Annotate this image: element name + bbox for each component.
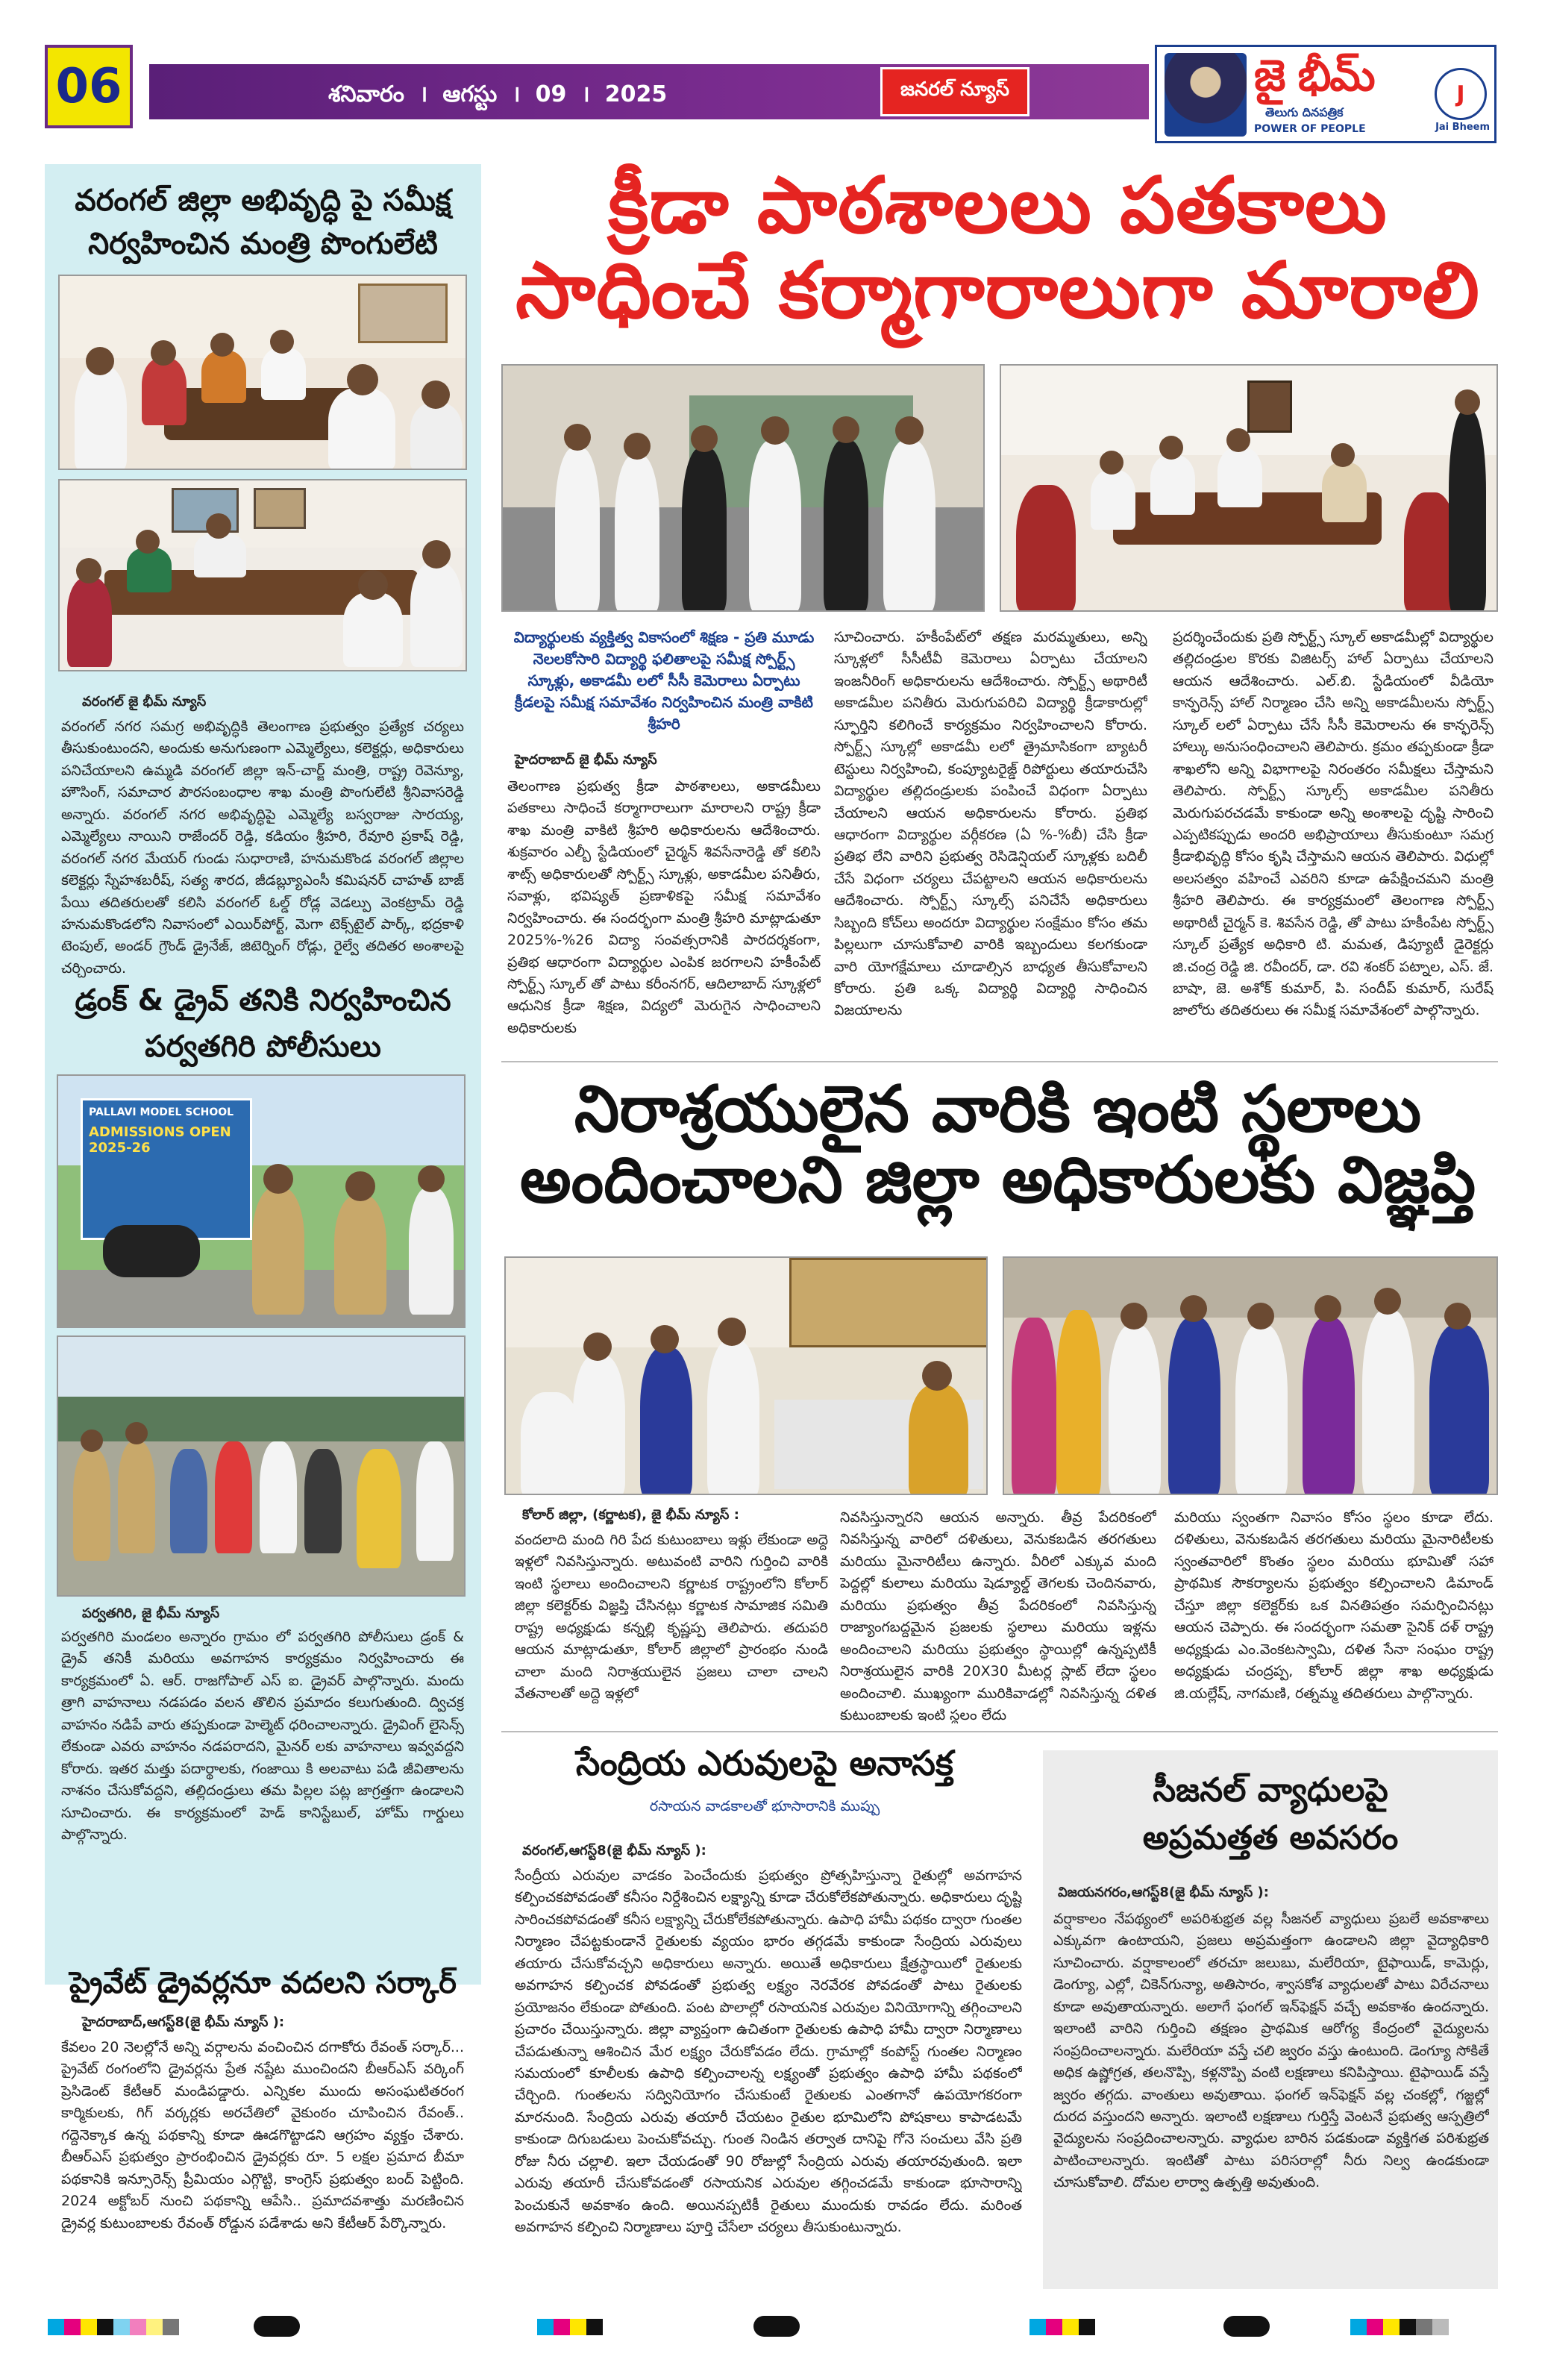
lead-headline (496, 160, 1499, 336)
logo-text: Jai Bheem (1435, 122, 1490, 133)
left-story-3-body: కేవలం 20 నెలల్లోనే అన్ని వర్గాలను వంచించిన దగాకోరు రేవంత్ సర్కార్... ప్రైవేట్ రంగంలోని డ్రైవర్లను ప్రేత నష్టేట ముంచిందని బీఆర్‌ఎస్ వర్కింగ్ ప్రెసిడెంట్ కేటీఆర్ మండిపడ్డారు. ఎన్నికల ముందు అసంఘటితరంగ కార్మికులకు, గిగ్ వర్కర్లకు అరచేతిలో వైకుంఠం చూపించిన రేవంత్.. గద్దెనెక్కాక ఉన్న పథకాన్ని కూడా ఊడగొట్టాడని ఆగ్రహం వ్యక్తం చేశారు. బీఆర్ఎస్ ప్రభుత్వం ప్రారంభించిన డ్రైవర్లకు రూ. 5 లక్షల ప్రమాద బీమా పథకానికి ఇన్సూరెన్స్ ప్రీమియం ఎగ్గొట్టి, కాంగ్రెస్ ప్రభుత్వం బంద్ పెట్టింది. 2024 అక్టోబర్ నుంచి పథకాన్ని ఆపేసి.. ప్రమాదవశాత్తు మరణించిన డ్రైవర్ల కుటుంబాలకు రేవంత్ రోడ్డున పడేశాడు అని కేటీఆర్ పేర్కొన్నారు. (61, 2039, 464, 2232)
registration-marks-3 (1029, 2319, 1095, 2335)
headline-line: వరంగల్ జిల్లా అభివృద్ధి పై సమీక్ష (75, 184, 451, 218)
seasonal-body: వర్షాకాలం నేపథ్యంలో అపరిశుభ్రత వల్ల సీజనల్ వ్యాధులు ప్రబలే అవకాశాలు ఎక్కువగా ఉంటాయని, ప్రజలు అప్రమత్తంగా ఉండాలని జిల్లా వైద్యాధికారి సూచించారు. వర్షాకాలంలో తరచూ జలుబు, మలేరియా, టైఫాయిడ్, కామెర్లు, డెంగ్యూ, ఎల్లో, చికెన్‌గున్యా, అతిసారం, శ్వాసకోశ వ్యాధులతో పాటు విరేచనాలు కూడా అవుతాయన్నారు. అలాగే ఫంగల్ ఇన్‌ఫెక్షన్ వచ్చే అవకాశం ఉందన్నారు. ఇలాంటి వారిని గుర్తించి తక్షణం ప్రాథమిక ఆరోగ్య కేంద్రంలో వైద్యులను సంప్రదించాలన్నారు. మలేరియా వస్తే చలి జ్వరం వస్తు ఉంటుంది. డెంగ్యూ సోకితే అధిక ఉష్ణోగ్రత, తలనొప్పి, కళ్లనొప్పి వంటి లక్షణాలు కనిపిస్తాయి. టైఫాయిడ్ వస్తే జ్వరం తగ్గదు. వాంతులు అవుతాయి. ఫంగల్ ఇన్‌ఫెక్షన్ వల్ల చంకల్లో, గజ్జల్లో దురద వస్తుందని అన్నారు. ఇలాంటి లక్షణాలు గుర్తిస్తే వెంటనే ప్రభుత్వ ఆస్పత్రిలో వైద్యులను సంప్రదించాలన్నారు. వ్యాధుల బారిన పడకుండా వ్యక్తిగత పరిశుభ్రత పాటించాలన్నారు. ఇంటితో పాటు పరిసరాల్లో నీరు నిల్వ ఉండకుండా చూసుకోవాలి. దోమల లార్వా ఉత్పత్తి అవుతుంది. (1053, 1911, 1489, 2191)
left-story-3-headline: ప్రైవేట్ డ్రైవర్లనూ వదలని సర్కార్ (69, 1966, 457, 2000)
jai-bheem-logo-icon: J (1435, 68, 1487, 120)
headline-line: అందించాలని జిల్లా అధికారులకు విజ్ఞప్తి (519, 1142, 1476, 1218)
date-separator: । (581, 81, 590, 107)
left-story-3-byline: హైదరాబాద్,ఆగస్ట్8(జై భీమ్ న్యూస్ ): (82, 2014, 285, 2030)
headline-line: నిరాశ్రయులైన వారికి ఇంటి స్థలాలు (574, 1072, 1422, 1147)
photo-sign-school: PALLAVI MODEL SCHOOL (89, 1106, 234, 1118)
petition-photo-1 (504, 1256, 988, 1495)
headline-line: అప్రమత్తత అవసరం (1142, 1818, 1399, 1857)
section-divider (501, 1061, 1498, 1062)
police-photo-1 (57, 1074, 466, 1328)
registration-marks-1 (48, 2319, 179, 2335)
registration-marks-4 (1350, 2319, 1449, 2335)
organic-byline: వరంగల్,ఆగస్ట్8(జై భీమ్ న్యూస్ ): (522, 1843, 706, 1858)
petition-photo-2 (1003, 1256, 1498, 1495)
organic-body: సేంద్రీయ ఎరువుల వాడకం పెంచేందుకు ప్రభుత్వం ప్రోత్సహిస్తున్నా రైతుల్లో అవగాహన కల్పించకపోవడంతో కనీసం నిర్దేశించిన లక్ష్యాన్ని కూడా చేరుకోలేకపోతున్నారు. అధికారులు దృష్టి సారించకపోవడంతో కనీస లక్ష్యాన్ని చేరుకోలేకపోతున్నారు. ఉపాధి హామీ పథకం ద్వారా గుంతల నిర్మాణం చేపట్టకుండానే రైతులకు వ్యయం భారం తగ్గడమే కాకుండా సేంద్రియ ఎరువులు తయారు చేసుకోవచ్చని అధికారులు అన్నారు. అయితే అధికారులు క్షేత్రస్థాయిలో రైతులకు అవగాహన కల్పించక పోవడంతో ప్రభుత్వ లక్ష్యం నెరవేరక పోవడంతో పాటు రైతులకు ప్రయోజనం లేకుండా పోతుంది. పంట పొలాల్లో రసాయనిక ఎరువుల వినియోగాన్ని తగ్గించాలని ప్రచారం చేయిస్తున్నారు. జిల్లా వ్యాప్తంగా ఉచితంగా రైతులకు ఉపాధి హామీ ద్వారా నిర్మాణాలు చేపడుతున్నా ఆశించిన మేర లక్ష్యం చేరుకోవడం లేదు. గ్రామాల్లో కంపోస్ట్ గుంతల నిర్మాణం సమయంలో కూలీలకు ఉపాధి కల్పించాలన్న లక్ష్యంతో ప్రభుత్వం ఉపాధి హామీ పథకంలో చేర్చింది. గుంతలను సద్వినియోగం చేసుకుంటే రైతులకు ఎంతగానో ఉపయోగకరంగా మారనుంది. సేంద్రియ ఎరువు తయారీ చేయటం రైతుల భూమిలోని పోషకాలు కాపాడటమే కాకుండా దిగుబడులు పెంచుకోవచ్చు. గుంత నిండిన తర్వాత దానిపై గోనె సంచులు వేసి ప్రతి రోజు నీరు చల్లాలి. ఇలా చేయడంతో 90 రోజుల్లో సేంద్రియ ఎరువు తయారవుతుంది. ఇలా ఎరువు తయారీ చేసుకోవడంతో రసాయనిక ఎరువుల తగ్గించడమే కాకుండా భూసారాన్ని పెంచుకునే అవకాశం ఉంది. అయినప్పటికీ రైతులు ముందుకు రావడం లేదు. మరింత అవగాహన కల్పించి నిర్మాణాలు పూర్తి చేసేలా చర్యలు తీసుకుంటున్నారు. (515, 1867, 1022, 2235)
second-story-col3: మరియు స్వంతగా నివాసం కోసం స్థలం కూడా లేదు. దళితులు, వెనుకబడిన తరగతులు మరియు మైనారిటీలకు స్వంతవారిలో కొంతం స్థలం మరియు భూమితో సహా ప్రాథమిక సౌకర్యాలను ప్రభుత్వం కల్పించాలని డిమాండ్ చేస్తూ జిల్లా కలెక్టర్‌కు ఒక వినతిపత్రం సమర్పించినట్లు ఆయన చెప్పారు. ఈ సందర్భంగా సమతా సైనిక్ దళ్ రాష్ట్ర అధ్యక్షుడు ఎం.వెంకటస్వామి, దళిత సేనా సంఘం రాష్ట్ర అధ్యక్షుడు చంద్రప్ప, కోలార్ జిల్లా శాఖ అధ్యక్షుడు జి.యల్లేష్, నాగమణి, రత్నమ్మ తదితరులు పాల్గొన్నారు. (1174, 1509, 1494, 1702)
left-story-1-byline: వరంగల్ జై భీమ్ న్యూస్ (82, 694, 207, 710)
seasonal-headline (1043, 1767, 1498, 1862)
headline-line: డ్రంక్ & డ్రైవ్ తనికి నిర్వహించిన (75, 983, 451, 1018)
date-separator: । (419, 81, 428, 107)
lead-byline: హైదరాబాద్ జై భీమ్ న్యూస్ (515, 752, 657, 768)
registration-marks-2 (537, 2319, 603, 2335)
headline-line: సీజనల్ వ్యాధులపై (1153, 1771, 1388, 1809)
registration-pill (753, 2316, 800, 2337)
headline-line: సాధించే కర్మాగారాలుగా మారాలి (515, 245, 1480, 336)
headline-line: క్రీడా పాఠశాలలు పతకాలు (608, 160, 1388, 251)
registration-pill (1223, 2316, 1270, 2337)
left-story-1-headline (45, 179, 481, 266)
page-number: 06 (45, 45, 133, 128)
section-tag: జనరల్ న్యూస్ (880, 67, 1029, 116)
lead-photo-2 (1000, 364, 1498, 612)
header-day: శనివారం (328, 81, 404, 107)
second-story-col1: వందలాది మంది గిరి పేద కుటుంబాలు ఇళ్లు లేకుండా అద్దె ఇళ్లలో నివసిస్తున్నారు. అటువంటి వారిని గుర్తించి వారికి ఇంటి స్థలాలు అందించాలని కర్ణాటక రాష్ట్రంలోని కోలార్ జిల్లా కలెక్టర్‌కు విజ్ఞప్తి చేసినట్లు కర్ణాటక సామాజిక సమితి రాష్ట్ర అధ్యక్షుడు కన్నల్లి కృష్ణప్ప తెలిపారు. తదుపరి ఆయన మాట్లాడుతూ, కోలార్ జిల్లాలో ప్రారంభం నుండి చాలా మంది నిరాశ్రయులైన ప్రజలు చాలా చాలని వేతనాలతో అద్దె ఇళ్లలో (515, 1532, 828, 1703)
header-year: 2025 (604, 81, 668, 107)
second-story-byline: కోలార్ జిల్లా, (కర్ణాటక), జై భీమ్ న్యూస్ : (522, 1507, 739, 1523)
lead-subhead: విద్యార్థులకు వ్యక్తిత్వ వికాసంలో శిక్షణ - ప్రతి మూడు నెలలకోసారి విద్యార్థి ఫలితాలపై సమీక్ష స్పోర్ట్స్ స్కూళ్లు, అకాడమీ లలో సీసీ కెమెరాలు ఏర్పాటు క్రీడలపై సమీక్ష సమావేశం నిర్వహించిన మంత్రి వాకిటి శ్రీహరి (513, 628, 815, 733)
police-photo-2 (57, 1335, 466, 1597)
masthead-subtitle: తెలుగు దినపత్రిక (1265, 105, 1344, 119)
seasonal-byline: విజయనగరం,ఆగస్ట్8(జై భీమ్ న్యూస్ ): (1058, 1885, 1269, 1900)
lead-body-col1: తెలంగాణ ప్రభుత్వ క్రీడా పాఠశాలలు, అకాడమీలు పతకాలు సాధించే కర్మాగారాలుగా మారాలని రాష్ట్ర క్రీడా శాఖ మంత్రి వాకిటి శ్రీహరి అధికారులను ఆదేశించారు. శుక్రవారం ఎల్బీ స్టేడియంలో చైర్మన్ శివసేనారెడ్డి తో కలిసి శాట్స్ అధికారులతో స్పోర్ట్స్ స్కూళ్లు, అకాడమీల పనితీరు, సవాళ్లు, భవిష్యత్ ప్రణాళికపై సమీక్ష సమావేశం నిర్వహించారు. ఈ సందర్భంగా మంత్రి శ్రీహరి మాట్లాడుతూ 2025%-%26 విద్యా సంవత్సరానికి పారదర్శకంగా, ప్రతిభ ఆధారంగా విద్యార్థుల ఎంపిక జరగాలని హకీంపేట్ స్పోర్ట్స్ స్కూల్ తో పాటు కరీంనగర్, ఆదిలాబాద్ స్కూళ్లలో ఆధునిక క్రీడా శిక్షణ, విద్యలో మెరుగైన సాధించాలని అధికారులకు (507, 778, 821, 1036)
left-story-2-byline: పర్వతగిరి, జై భీమ్ న్యూస్ (82, 1606, 220, 1621)
date-separator: । (512, 81, 521, 107)
lead-body-col2: సూచించారు. హకీంపేట్‌లో తక్షణ మరమ్మతులు, అన్ని స్కూళ్లలో సీసీటీవీ కెమెరాలు ఏర్పాటు చేయాలని ఇంజనీరింగ్ అధికారులను ఆదేశించారు. స్పోర్ట్స్ అథారిటీ అకాడమీల పనితీరు మెరుగుపరిచి విద్యార్థి క్రీడాకారుల్లో స్ఫూర్తిని కలిగించే కార్యక్రమం నిర్వహించాలని కోరారు. స్పోర్ట్స్ స్కూల్లో అకాడమీ లలో త్రైమాసికంగా బ్యాటరీ టెస్టులు నిర్వహించి, కంప్యూటరైజ్డ్ రిపోర్టులు తయారుచేసి విద్యార్థుల తల్లిదండ్రులకు పంపించే విధంగా ఏర్పాటు చేయాలని ఆయన అధికారులను కోరారు. ప్రతిభ ఆధారంగా విద్యార్థుల వర్గీకరణ (ఏ %-%బీ) చేసి క్రీడా ప్రతిభ లేని వారిని ప్రభుత్వ రెసిడెన్షియల్ స్కూళ్లకు బదిలీ చేసే విధంగా చర్యలు చేపట్టాలని ఆయన అధికారులను ఆదేశించారు. స్పోర్ట్స్ స్కూల్స్ పనిచేసే అధికారులు సిబ్బంది కోచ్‌లు అందరూ విద్యార్థుల సంక్షేమం కోసం తమ పిల్లలుగా చూసుకోవాలి వారికి ఇబ్బందులు కలగకుండా వారి యోగక్షేమాలు చూడాల్సిన బాధ్యత తీసుకోవాలని కోరారు. ప్రతి ఒక్క విద్యార్థి విద్యార్థి సాధించిన విజయాలను (834, 629, 1147, 1019)
ambedkar-portrait-icon (1165, 53, 1247, 137)
left-story-2-headline (45, 977, 481, 1070)
header-date-number: 09 (535, 81, 567, 107)
masthead-tagline: POWER OF PEOPLE (1254, 123, 1366, 135)
organic-subhead: రసాయన వాడకాలతో భూసారానికి ముప్పు (649, 1798, 880, 1814)
photo-sign-admissions: ADMISSIONS OPEN 2025-26 (89, 1124, 231, 1156)
headline-line: పర్వతగిరి పోలీసులు (145, 1030, 381, 1064)
masthead (1155, 45, 1496, 143)
header-date (321, 78, 674, 113)
meeting-photo-1 (58, 275, 467, 470)
second-story-headline (496, 1072, 1499, 1218)
registration-pill (254, 2316, 300, 2337)
lead-body-col3: ప్రదర్శించేందుకు ప్రతి స్పోర్ట్స్ స్కూల్ అకాడమీల్లో విద్యార్థుల తల్లిదండ్రుల కొరకు విజిటర్స్ హాల్ ఏర్పాటు చేయాలని ఆయన ఆదేశించారు. ఎల్.బి. స్టేడియంలో వీడియో కాన్ఫరెన్స్ హాల్ నిర్మాణం చేసి అన్ని అకాడమీలను స్పోర్ట్స్ స్కూల్ లలో ఏర్పాటు చేసే సీసీ కెమెరాలను ఈ కాన్ఫరెన్స్ హాల్కు అనుసంధించాలని తెలిపారు. క్రమం తప్పకుండా క్రీడా శాఖలోని అన్ని విభాగాలపై నిరంతరం సమీక్షలు చేస్తామని తెలిపారు. స్పోర్ట్స్ స్కూల్స్ అకాడమీల పనితీరు మెరుగుపరచడమే కాకుండా అన్ని అంశాలపై దృష్టి సారించి ఎప్పటికప్పుడు అందరి అభిప్రాయాలు తీసుకుంటూ సమగ్ర క్రీడాభివృద్ధి కోసం కృషి చేస్తామని ఆయన తెలిపారు. విధుల్లో అలసత్వం వహించే ఎవరిని కూడా ఉపేక్షించమని మంత్రి శ్రీహరి తెలిపారు. ఈ కార్యక్రమంలో తెలంగాణ స్పోర్ట్స్ అథారిటీ చైర్మన్ కె. శివసేన రెడ్డి, తో పాటు హకీంపేట స్పోర్ట్స్ స్కూల్ ప్రత్యేక అధికారి టి. మమత, డిప్యూటీ డైరెక్టర్లు జి.చంద్ర రెడ్డి జి. రవీందర్, డా. రవి శంకర్ పట్నాల, ఎస్. జే. బాషా, జె. అశోక్ కుమార్, పి. సందీప్ కుమార్, సురేష్ జాలోరు తదితరులు ఈ సమీక్ష సమావేశంలో పాల్గొన్నారు. (1173, 629, 1494, 1019)
organic-headline: సేంద్రియ ఎరువులపై అనాసక్త (576, 1743, 953, 1783)
left-story-1-body: వరంగల్ నగర సమగ్ర అభివృద్ధికి తెలంగాణ ప్రభుత్వం ప్రత్యేక చర్యలు తీసుకుంటుందని, అందుకు అనుగుణంగా ఎమ్మెల్యేలు, కలెక్టర్లు, అధికారులు పనిచేయాలని ఉమ్మడి వరంగల్ జిల్లా ఇన్-చార్జ్ మంత్రి, రాష్ట్ర రెవెన్యూ, హౌసింగ్, సమాచార పౌరసంబంధాల శాఖ మంత్రి పొంగులేటి శ్రీనివాసరెడ్డి అన్నారు. వరంగల్ నగర అభివృద్ధిపై ఎమ్మెల్యే బస్వరాజు సారయ్య, ఎమ్మెల్యేలు నాయిని రాజేందర్ రెడ్డి, కడియం శ్రీహరి, రేవూరి ప్రకాష్ రెడ్డి, వరంగల్ నగర మేయర్ గుండు సుధారాణి, హనుమకొండ వరంగల్ జిల్లాల కలెక్టర్లు స్నేహశబరీష్, సత్య శారద, జీడబ్ల్యూఎంసీ కమిషనర్ చాహత్ బాజ్ పేయి తదితరులతో కలిసి వరంగల్ ఓల్డ్ రోడ్ల వెడల్పు వెంకట్రామ్ రెడ్డి హనుమకొండలోని నివాసంలో ఎయిర్‌పోర్ట్, మెగా టెక్స్‌టైల్ పార్క్, భద్రకాళి టెంపుల్, అండర్ గ్రౌండ్ డ్రైనేజ్, జిటెర్నింగ్ రోడ్లు, రైల్వే తదితర అంశాలపై చర్చించారు. (61, 718, 464, 977)
lead-photo-1 (501, 364, 985, 612)
left-story-2-body: పర్వతగిరి మండలం అన్నారం గ్రామం లో పర్వతగిరి పోలీసులు డ్రంక్ & డ్రైవ్ తనికీ మరియు అవగాహన కార్యక్రమం నిర్వహించారు ఈ కార్యక్రమంలో ఏ. ఆర్. రాజగోపాల్ ఎస్ ఐ. డ్రైవర్ పాల్గొన్నారు. మందు త్రాగి వాహనాలు నడపడం వలన తొలిన ప్రమాదం కలుగుతుంది. ద్విచక్ర వాహనం నడిపే వారు తప్పకుండా హెల్మెట్ ధరించాలన్నారు. డ్రైవింగ్ లైసెన్స్ లేకుండా ఎవరు వాహనం నడపరాదని, మైనర్ లకు వాహనాలు ఇవ్వవద్దని కోరారు. ఇతర మత్తు పదార్థాలకు, గంజాయి కి అలవాటు పడి జీవితాలను నాశనం చేసుకోవద్దని, తల్లిదండ్రులు తమ పిల్లల పట్ల జాగ్రత్తగా ఉండాలని సూచించారు. ఈ కార్యక్రమంలో హెడ్ కానిస్టేబుల్, హోమ్ గార్డులు పాల్గొన్నారు. (61, 1629, 464, 1843)
second-story-col2: నివసిస్తున్నారని ఆయన అన్నారు. తీవ్ర పేదరికంలో నివసిస్తున్న వారిలో దళితులు, వెనుకబడిన తరగతులు మరియు మైనారిటీలు ఉన్నారు. వీరిలో ఎక్కువ మంది పెద్దల్లో కులాలు మరియు షెడ్యూల్డ్ తెగలకు చెందినవారు, మరియు ప్రభుత్వం తీవ్ర పేదరికంలో నివసిస్తున్న రాజ్యాంగబద్దమైన ప్రజలకు స్థలాలు మరియు ఇళ్లను అందించాలని మరియు ప్రభుత్వం స్థాయిల్లో ఉన్నప్పటికీ నిరాశ్రయులైన వారికి 20X30 మీటర్ల స్లాట్ లేదా స్థలం అందించాలి. ముఖ్యంగా మురికివాడల్లో నివసిస్తున్న దళిత కుటుంబాలకు ఇంటి స్థలం లేదు (840, 1509, 1156, 1723)
headline-line: నిర్వహించిన మంత్రి పొంగులేటి (88, 227, 438, 261)
meeting-photo-2 (58, 479, 467, 671)
header-month: ఆగస్టు (442, 81, 498, 107)
section-divider (501, 1731, 1498, 1732)
masthead-title: జై భీమ్ (1254, 50, 1374, 101)
